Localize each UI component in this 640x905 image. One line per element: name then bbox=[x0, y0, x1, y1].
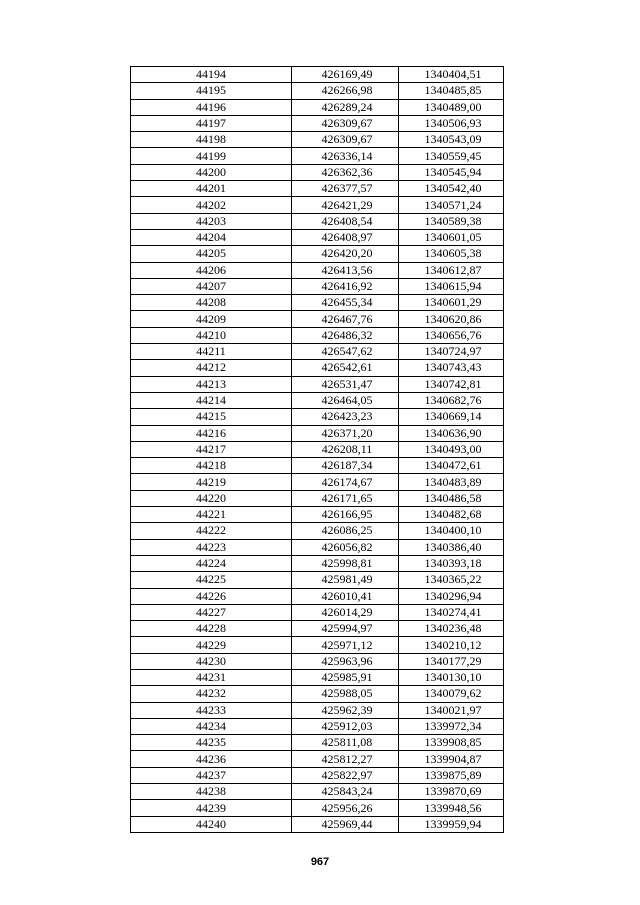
table-row bbox=[131, 588, 504, 604]
point-number-cell: 44215 bbox=[131, 409, 292, 425]
x-coordinate-cell: 425956,26 bbox=[292, 800, 399, 816]
x-coordinate-cell: 426174,67 bbox=[292, 474, 399, 490]
y-coordinate-cell: 1340543,09 bbox=[399, 132, 504, 148]
y-coordinate-cell: 1339870,69 bbox=[399, 784, 504, 800]
point-number-cell: 44219 bbox=[131, 474, 292, 490]
y-coordinate-cell: 1340400,10 bbox=[399, 523, 504, 539]
y-coordinate-cell: 1340021,97 bbox=[399, 702, 504, 718]
x-coordinate-cell: 426423,23 bbox=[292, 409, 399, 425]
table-row bbox=[131, 735, 504, 751]
point-number-cell: 44194 bbox=[131, 67, 292, 83]
y-coordinate-cell: 1340236,48 bbox=[399, 621, 504, 637]
y-coordinate-cell: 1340682,76 bbox=[399, 392, 504, 408]
point-number-cell: 44228 bbox=[131, 621, 292, 637]
x-coordinate-cell: 425843,24 bbox=[292, 784, 399, 800]
point-number-cell: 44203 bbox=[131, 213, 292, 229]
x-coordinate-cell: 425812,27 bbox=[292, 751, 399, 767]
x-coordinate-cell: 425969,44 bbox=[292, 816, 399, 832]
y-coordinate-cell: 1340601,05 bbox=[399, 229, 504, 245]
x-coordinate-cell: 426309,67 bbox=[292, 115, 399, 131]
point-number-cell: 44226 bbox=[131, 588, 292, 604]
y-coordinate-cell: 1340483,89 bbox=[399, 474, 504, 490]
y-coordinate-cell: 1340296,94 bbox=[399, 588, 504, 604]
y-coordinate-cell: 1340559,45 bbox=[399, 148, 504, 164]
point-number-cell: 44240 bbox=[131, 816, 292, 832]
y-coordinate-cell: 1340130,10 bbox=[399, 669, 504, 685]
x-coordinate-cell: 426377,57 bbox=[292, 181, 399, 197]
table-row bbox=[131, 490, 504, 506]
x-coordinate-cell: 426421,29 bbox=[292, 197, 399, 213]
table-row bbox=[131, 278, 504, 294]
x-coordinate-cell: 426413,56 bbox=[292, 262, 399, 278]
table-row bbox=[131, 784, 504, 800]
point-number-cell: 44211 bbox=[131, 344, 292, 360]
y-coordinate-cell: 1340482,68 bbox=[399, 507, 504, 523]
point-number-cell: 44220 bbox=[131, 490, 292, 506]
point-number-cell: 44227 bbox=[131, 604, 292, 620]
table-row bbox=[131, 458, 504, 474]
x-coordinate-cell: 426014,29 bbox=[292, 604, 399, 620]
table-row bbox=[131, 686, 504, 702]
y-coordinate-cell: 1340177,29 bbox=[399, 653, 504, 669]
y-coordinate-cell: 1340571,24 bbox=[399, 197, 504, 213]
y-coordinate-cell: 1340365,22 bbox=[399, 572, 504, 588]
x-coordinate-cell: 426547,62 bbox=[292, 344, 399, 360]
point-number-cell: 44225 bbox=[131, 572, 292, 588]
table-row bbox=[131, 164, 504, 180]
y-coordinate-cell: 1339875,89 bbox=[399, 767, 504, 783]
x-coordinate-cell: 426420,20 bbox=[292, 246, 399, 262]
x-coordinate-cell: 426416,92 bbox=[292, 278, 399, 294]
x-coordinate-cell: 425912,03 bbox=[292, 718, 399, 734]
point-number-cell: 44208 bbox=[131, 295, 292, 311]
x-coordinate-cell: 426371,20 bbox=[292, 425, 399, 441]
table-row bbox=[131, 621, 504, 637]
table-row bbox=[131, 295, 504, 311]
table-row bbox=[131, 148, 504, 164]
table-row bbox=[131, 67, 504, 83]
x-coordinate-cell: 425962,39 bbox=[292, 702, 399, 718]
point-number-cell: 44236 bbox=[131, 751, 292, 767]
table-row bbox=[131, 409, 504, 425]
table-row bbox=[131, 767, 504, 783]
x-coordinate-cell: 426464,05 bbox=[292, 392, 399, 408]
x-coordinate-cell: 426289,24 bbox=[292, 99, 399, 115]
y-coordinate-cell: 1340493,00 bbox=[399, 441, 504, 457]
x-coordinate-cell: 426531,47 bbox=[292, 376, 399, 392]
y-coordinate-cell: 1340743,43 bbox=[399, 360, 504, 376]
table-row bbox=[131, 425, 504, 441]
point-number-cell: 44205 bbox=[131, 246, 292, 262]
table-row bbox=[131, 229, 504, 245]
point-number-cell: 44239 bbox=[131, 800, 292, 816]
x-coordinate-cell: 425998,81 bbox=[292, 555, 399, 571]
y-coordinate-cell: 1340485,85 bbox=[399, 83, 504, 99]
point-number-cell: 44235 bbox=[131, 735, 292, 751]
point-number-cell: 44238 bbox=[131, 784, 292, 800]
y-coordinate-cell: 1340079,62 bbox=[399, 686, 504, 702]
coordinates-table bbox=[130, 66, 504, 833]
y-coordinate-cell: 1340545,94 bbox=[399, 164, 504, 180]
y-coordinate-cell: 1339959,94 bbox=[399, 816, 504, 832]
y-coordinate-cell: 1339948,56 bbox=[399, 800, 504, 816]
table-row bbox=[131, 555, 504, 571]
x-coordinate-cell: 426086,25 bbox=[292, 523, 399, 539]
x-coordinate-cell: 426187,34 bbox=[292, 458, 399, 474]
x-coordinate-cell: 425963,96 bbox=[292, 653, 399, 669]
x-coordinate-cell: 426169,49 bbox=[292, 67, 399, 83]
y-coordinate-cell: 1339972,34 bbox=[399, 718, 504, 734]
x-coordinate-cell: 426208,11 bbox=[292, 441, 399, 457]
point-number-cell: 44229 bbox=[131, 637, 292, 653]
y-coordinate-cell: 1340656,76 bbox=[399, 327, 504, 343]
y-coordinate-cell: 1340486,58 bbox=[399, 490, 504, 506]
point-number-cell: 44204 bbox=[131, 229, 292, 245]
table-row bbox=[131, 181, 504, 197]
y-coordinate-cell: 1340612,87 bbox=[399, 262, 504, 278]
table-row bbox=[131, 523, 504, 539]
x-coordinate-cell: 425988,05 bbox=[292, 686, 399, 702]
x-coordinate-cell: 426056,82 bbox=[292, 539, 399, 555]
point-number-cell: 44221 bbox=[131, 507, 292, 523]
y-coordinate-cell: 1340386,40 bbox=[399, 539, 504, 555]
point-number-cell: 44233 bbox=[131, 702, 292, 718]
point-number-cell: 44222 bbox=[131, 523, 292, 539]
x-coordinate-cell: 425994,97 bbox=[292, 621, 399, 637]
x-coordinate-cell: 426266,98 bbox=[292, 83, 399, 99]
x-coordinate-cell: 426408,97 bbox=[292, 229, 399, 245]
point-number-cell: 44230 bbox=[131, 653, 292, 669]
y-coordinate-cell: 1339904,87 bbox=[399, 751, 504, 767]
point-number-cell: 44214 bbox=[131, 392, 292, 408]
table-row bbox=[131, 376, 504, 392]
table-row bbox=[131, 246, 504, 262]
table-row bbox=[131, 507, 504, 523]
table-row bbox=[131, 213, 504, 229]
point-number-cell: 44196 bbox=[131, 99, 292, 115]
y-coordinate-cell: 1340472,61 bbox=[399, 458, 504, 474]
point-number-cell: 44237 bbox=[131, 767, 292, 783]
point-number-cell: 44197 bbox=[131, 115, 292, 131]
x-coordinate-cell: 425811,08 bbox=[292, 735, 399, 751]
table-row bbox=[131, 702, 504, 718]
y-coordinate-cell: 1340489,00 bbox=[399, 99, 504, 115]
table-row bbox=[131, 718, 504, 734]
x-coordinate-cell: 426408,54 bbox=[292, 213, 399, 229]
x-coordinate-cell: 426362,36 bbox=[292, 164, 399, 180]
x-coordinate-cell: 426467,76 bbox=[292, 311, 399, 327]
point-number-cell: 44210 bbox=[131, 327, 292, 343]
x-coordinate-cell: 425985,91 bbox=[292, 669, 399, 685]
page-number: 967 bbox=[310, 856, 330, 868]
table-row bbox=[131, 572, 504, 588]
y-coordinate-cell: 1340274,41 bbox=[399, 604, 504, 620]
y-coordinate-cell: 1340404,51 bbox=[399, 67, 504, 83]
y-coordinate-cell: 1340605,38 bbox=[399, 246, 504, 262]
x-coordinate-cell: 426486,32 bbox=[292, 327, 399, 343]
table-row bbox=[131, 751, 504, 767]
table-row bbox=[131, 83, 504, 99]
y-coordinate-cell: 1340506,93 bbox=[399, 115, 504, 131]
point-number-cell: 44206 bbox=[131, 262, 292, 278]
table-row bbox=[131, 653, 504, 669]
point-number-cell: 44209 bbox=[131, 311, 292, 327]
y-coordinate-cell: 1340620,86 bbox=[399, 311, 504, 327]
point-number-cell: 44231 bbox=[131, 669, 292, 685]
y-coordinate-cell: 1340210,12 bbox=[399, 637, 504, 653]
table-row bbox=[131, 327, 504, 343]
x-coordinate-cell: 426336,14 bbox=[292, 148, 399, 164]
point-number-cell: 44234 bbox=[131, 718, 292, 734]
table-row bbox=[131, 311, 504, 327]
x-coordinate-cell: 426166,95 bbox=[292, 507, 399, 523]
table-row bbox=[131, 132, 504, 148]
table-row bbox=[131, 474, 504, 490]
table-row bbox=[131, 197, 504, 213]
x-coordinate-cell: 426542,61 bbox=[292, 360, 399, 376]
point-number-cell: 44199 bbox=[131, 148, 292, 164]
table-row bbox=[131, 99, 504, 115]
point-number-cell: 44232 bbox=[131, 686, 292, 702]
y-coordinate-cell: 1340601,29 bbox=[399, 295, 504, 311]
point-number-cell: 44218 bbox=[131, 458, 292, 474]
x-coordinate-cell: 426309,67 bbox=[292, 132, 399, 148]
x-coordinate-cell: 426171,65 bbox=[292, 490, 399, 506]
y-coordinate-cell: 1340636,90 bbox=[399, 425, 504, 441]
point-number-cell: 44202 bbox=[131, 197, 292, 213]
table-row bbox=[131, 669, 504, 685]
table-row bbox=[131, 441, 504, 457]
table-row bbox=[131, 392, 504, 408]
y-coordinate-cell: 1340742,81 bbox=[399, 376, 504, 392]
x-coordinate-cell: 426455,34 bbox=[292, 295, 399, 311]
y-coordinate-cell: 1340669,14 bbox=[399, 409, 504, 425]
point-number-cell: 44195 bbox=[131, 83, 292, 99]
x-coordinate-cell: 425822,97 bbox=[292, 767, 399, 783]
coordinates-table-body bbox=[131, 67, 504, 833]
table-row bbox=[131, 637, 504, 653]
y-coordinate-cell: 1340393,18 bbox=[399, 555, 504, 571]
point-number-cell: 44223 bbox=[131, 539, 292, 555]
point-number-cell: 44224 bbox=[131, 555, 292, 571]
table-row bbox=[131, 816, 504, 832]
y-coordinate-cell: 1339908,85 bbox=[399, 735, 504, 751]
x-coordinate-cell: 425971,12 bbox=[292, 637, 399, 653]
table-row bbox=[131, 539, 504, 555]
y-coordinate-cell: 1340724,97 bbox=[399, 344, 504, 360]
table-row bbox=[131, 360, 504, 376]
point-number-cell: 44216 bbox=[131, 425, 292, 441]
table-row bbox=[131, 115, 504, 131]
point-number-cell: 44198 bbox=[131, 132, 292, 148]
point-number-cell: 44200 bbox=[131, 164, 292, 180]
table-row bbox=[131, 800, 504, 816]
point-number-cell: 44217 bbox=[131, 441, 292, 457]
table-row bbox=[131, 344, 504, 360]
table-row bbox=[131, 262, 504, 278]
point-number-cell: 44207 bbox=[131, 278, 292, 294]
point-number-cell: 44213 bbox=[131, 376, 292, 392]
table-row bbox=[131, 604, 504, 620]
x-coordinate-cell: 425981,49 bbox=[292, 572, 399, 588]
y-coordinate-cell: 1340615,94 bbox=[399, 278, 504, 294]
y-coordinate-cell: 1340542,40 bbox=[399, 181, 504, 197]
point-number-cell: 44212 bbox=[131, 360, 292, 376]
point-number-cell: 44201 bbox=[131, 181, 292, 197]
x-coordinate-cell: 426010,41 bbox=[292, 588, 399, 604]
y-coordinate-cell: 1340589,38 bbox=[399, 213, 504, 229]
